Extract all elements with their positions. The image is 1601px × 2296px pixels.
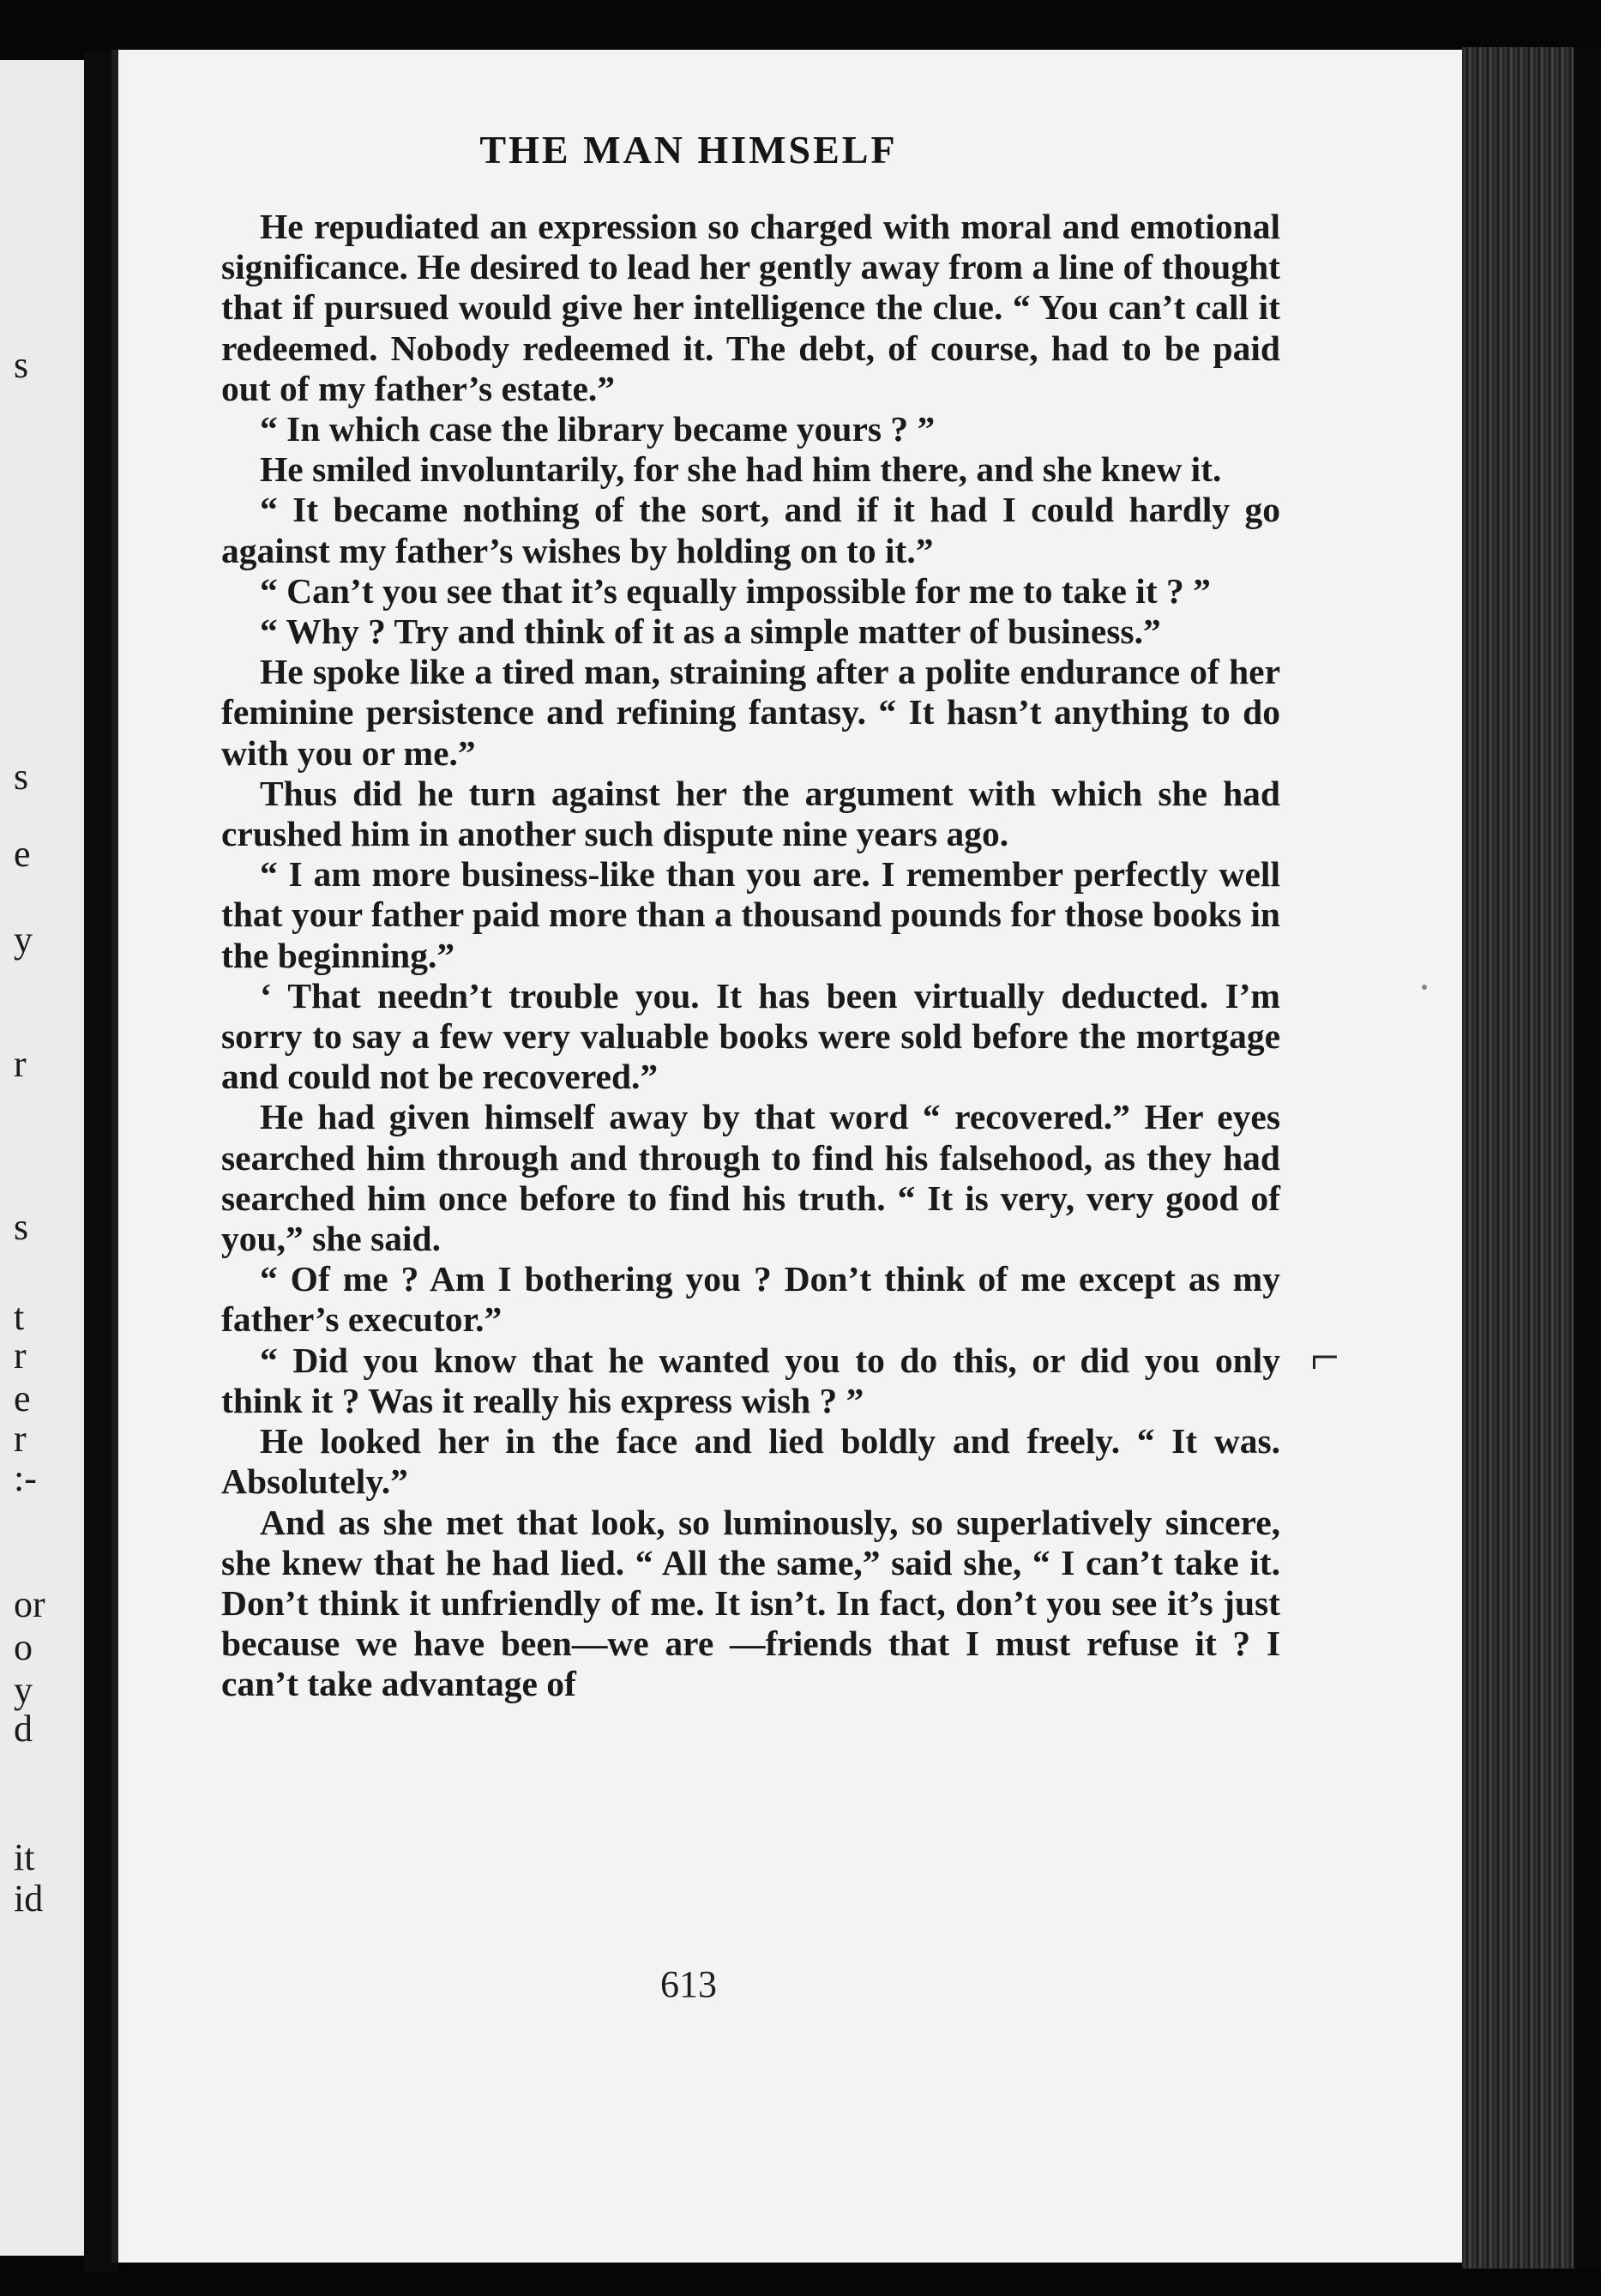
paragraph: “ Can’t you see that it’s equally impossible for me to take it ? ” [260, 570, 1211, 611]
left-page-fragment: r [14, 1043, 27, 1085]
paragraph: “ Of me ? Am I bothering you ? Don’t think of me except as my father’s executor.” [221, 1259, 1280, 1340]
left-page-fragment: e [14, 833, 31, 875]
paragraph: He repudiated an expression so charged with moral and emotional significance. He desired to lead her gently away from a line of thought that if pursued would give her intelligence the clue. “ You can’t call it redeemed. Nobody redeemed it. The debt, of course, had to be paid out of my father’s estate.” [221, 207, 1280, 408]
paragraph: “ Did you know that he wanted you to do this, or did you only think it ? Was it really his express wish ? ” [221, 1340, 1280, 1420]
left-page-fragment: t [14, 1296, 25, 1338]
paragraph: “ In which case the library became yours ? ” [260, 409, 936, 449]
paragraph: He spoke like a tired man, straining after a polite endurance of her feminine persistence and refining fantasy. “ It hasn’t anything to do with you or me.” [221, 652, 1280, 773]
paper-speck [1422, 985, 1427, 990]
left-page-fragment: r [14, 1418, 27, 1460]
paragraph: ‘ That needn’t trouble you. It has been virtually deducted. I’m sorry to say a few very valuable books were sold before the mortgage and could not be recovered.” [221, 975, 1280, 1097]
left-page-fragment: y [14, 919, 33, 961]
left-page-edge [0, 60, 89, 2256]
paragraph: “ It became nothing of the sort, and if it had I could hardly go against my father’s wishes by holding on to it.” [221, 490, 1280, 570]
book-page [111, 50, 1469, 2263]
paragraph: “ I am more business-like than you are. I remember perfectly well that your father paid more than a thousand pounds for those books in the beginning.” [221, 854, 1280, 975]
left-page-fragment: s [14, 1206, 29, 1248]
left-page-fragment: y [14, 1669, 33, 1711]
left-page-fragment: or [14, 1583, 45, 1625]
page-number: 613 [660, 1963, 717, 2005]
left-page-fragment: id [14, 1877, 44, 1919]
left-page-fragment: :- [14, 1457, 37, 1499]
left-page-fragment: r [14, 1335, 27, 1377]
left-page-fragment: d [14, 1708, 33, 1750]
page-edges-stack [1462, 47, 1574, 2269]
left-page-fragment: s [14, 756, 29, 798]
paragraph: Thus did he turn against her the argument with which she had crushed him in another such dispute nine years ago. [221, 773, 1280, 854]
left-page-fragment: o [14, 1626, 33, 1668]
running-head: THE MAN HIMSELF [479, 128, 898, 172]
paragraph: He looked her in the face and lied boldly and freely. “ It was. Absolutely.” [221, 1421, 1280, 1502]
margin-pencil-mark: ⌐ [1310, 1329, 1339, 1385]
paragraph: And as she met that look, so luminously, so superlatively sincere, she knew that he had lied. “ All the same,” said she, “ I can’t take it. Don’t think it unfriendly of me. It isn’t. In fact, don’t you see it’s just because we have been—we are —friends that I must refuse it ? I can’t take advantage of [221, 1502, 1280, 1704]
paragraph: He had given himself away by that word “ recovered.” Her eyes searched him through and through to find his falsehood, as they had searched him once before to find his truth. “ It is very, very good of you,” she said. [221, 1097, 1280, 1259]
scan-border [1574, 47, 1601, 2269]
left-page-fragment: s [14, 344, 29, 386]
paragraph: He smiled involuntarily, for she had him there, and she knew it. [260, 449, 1222, 490]
left-page-fragment: it [14, 1836, 35, 1878]
left-page-fragment: e [14, 1377, 31, 1419]
paragraph: “ Why ? Try and think of it as a simple matter of business.” [260, 612, 1161, 652]
body-text [221, 207, 1280, 1705]
